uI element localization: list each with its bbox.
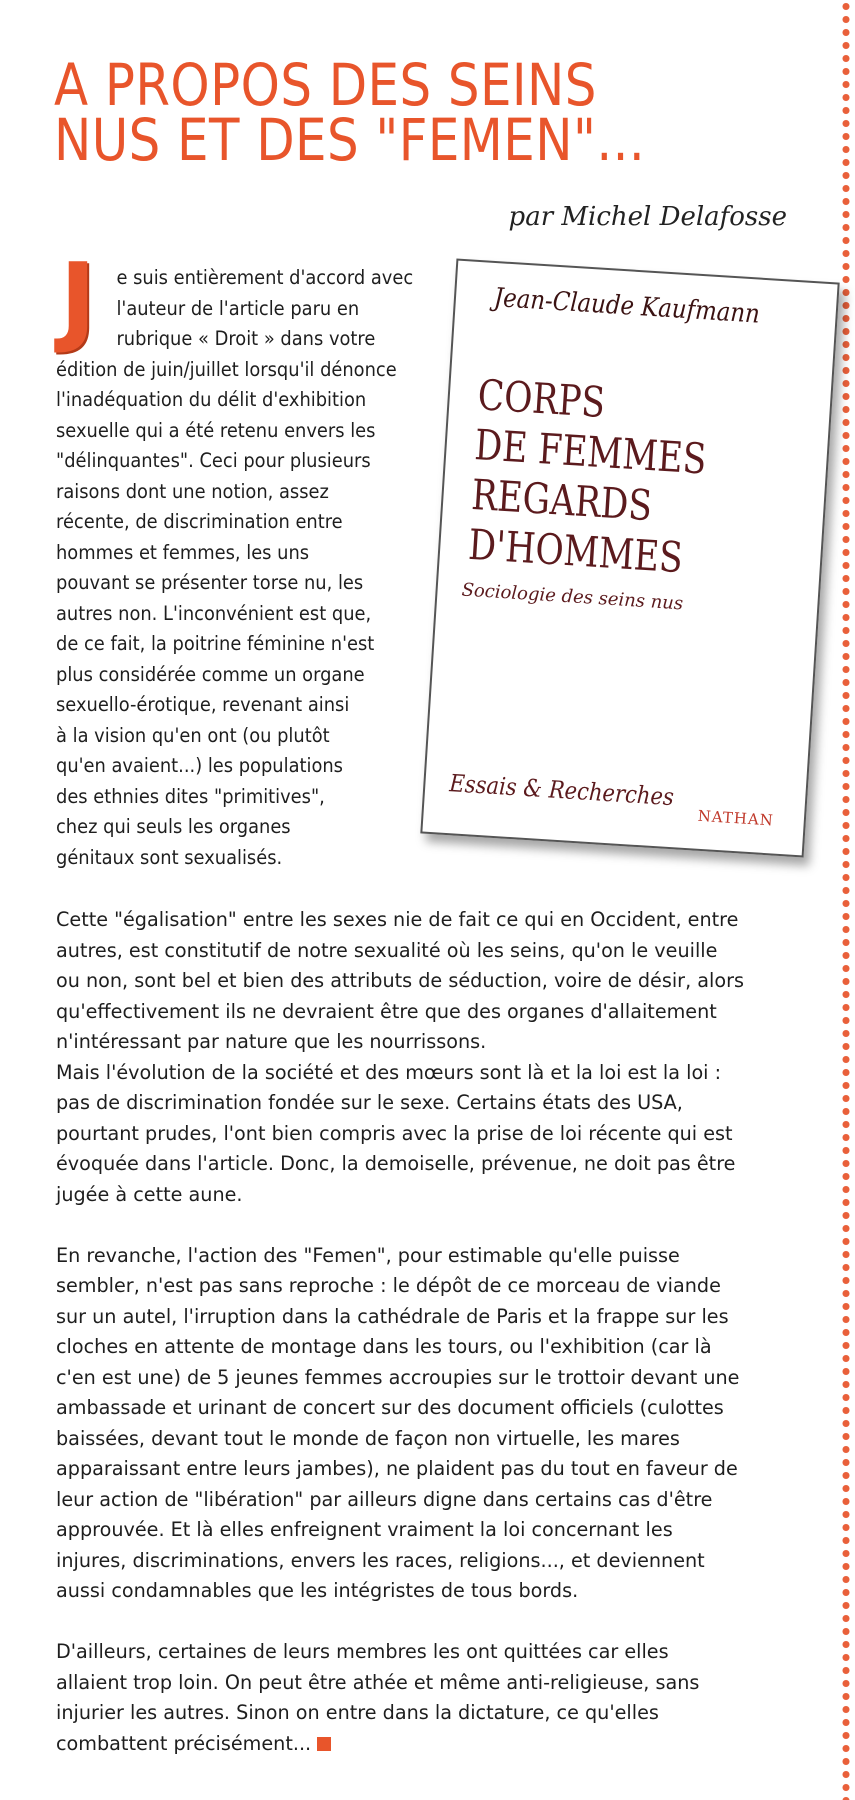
text-line: chez qui seuls les organes xyxy=(56,815,291,838)
text-line: récente, de discrimination entre xyxy=(56,510,343,533)
text-line: allaient trop loin. On peut être athée et même anti-religieuse, sans xyxy=(56,1670,700,1694)
paragraph xyxy=(56,905,816,1210)
text-line xyxy=(56,1729,816,1760)
text-line: pas de discrimination fondée sur le sexe. Certains états des USA, xyxy=(56,1091,683,1114)
text-line: rubrique « Droit » dans votre xyxy=(116,327,376,350)
text-line: aussi condamnables que les intégristes de tous bords. xyxy=(56,1579,579,1602)
text-line: des ethnies dites "primitives", xyxy=(56,784,325,808)
text-line: leur action de "libération" par ailleurs digne dans certains cas d'être xyxy=(56,1487,713,1511)
text-line: autres, est constitutif de notre sexualité où les seins, qu'on le veuille xyxy=(56,938,718,962)
paragraph xyxy=(56,1637,816,1759)
text-line: évoquée dans l'article. Donc, la demoiselle, prévenue, ne doit pas être xyxy=(56,1152,736,1175)
article-body xyxy=(56,905,816,1790)
dotted-border xyxy=(837,0,855,1800)
article-title xyxy=(54,51,690,174)
text-line: autres non. L'inconvénient est que, xyxy=(56,601,372,625)
text-line: de ce fait, la poitrine féminine n'est xyxy=(56,632,375,655)
text-line: sembler, n'est pas sans reproche : le dépôt de ce morceau de viande xyxy=(56,1274,721,1297)
text-line: Cette "égalisation" entre les sexes nie de fait ce qui en Occident, entre xyxy=(56,908,739,931)
book-series: Essais & Recherches xyxy=(448,769,675,812)
text-line: sur un autel, l'irruption dans la cathédrale de Paris et la frappe sur les xyxy=(56,1304,729,1328)
drop-cap: J xyxy=(59,243,97,357)
book-subtitle: Sociologie des seins nus xyxy=(460,579,684,615)
text-line: l'auteur de l'article paru en xyxy=(116,296,360,320)
text-line: raisons dont une notion, assez xyxy=(56,479,329,503)
text-line: pouvant se présenter torse nu, les xyxy=(56,571,364,594)
text-line: cloches en attente de montage dans les tours, ou l'exhibition (car là xyxy=(56,1335,712,1358)
book-publisher: NATHAN xyxy=(697,806,775,830)
closing-text: combattent précisément... xyxy=(56,1731,312,1755)
title-line-2: NUS ET DES "FEMEN"... xyxy=(54,106,646,174)
end-mark-icon xyxy=(317,1737,331,1751)
text-line: à la vision qu'en ont (ou plutôt xyxy=(56,723,330,747)
text-line: apparaissant entre leurs jambes), ne plaident pas du tout en faveur de xyxy=(56,1457,738,1480)
text-line: plus considérée comme un organe xyxy=(56,662,365,686)
text-line: Mais l'évolution de la société et des mœurs sont là et la loi est la loi : xyxy=(56,1060,722,1084)
text-line: D'ailleurs, certaines de leurs membres les ont quittées car elles xyxy=(56,1640,669,1663)
text-line: hommes et femmes, les uns xyxy=(56,540,310,564)
text-line: approuvée. Et là elles enfreignent vraiment la loi concernant les xyxy=(56,1518,673,1541)
text-line: sexuello-érotique, revenant ainsi xyxy=(56,693,350,716)
book-title-line: DE FEMMES xyxy=(473,420,708,484)
text-line: n'intéressant par nature que les nourrissons. xyxy=(56,1030,487,1053)
text-line: e suis entièrement d'accord avec xyxy=(116,266,414,289)
text-line: c'en est une) de 5 jeunes femmes accroupies sur le trottoir devant une xyxy=(56,1365,740,1389)
text-line: injurier les autres. Sinon on entre dans la dictature, ce qu'elles xyxy=(56,1701,659,1724)
text-line: pourtant prudes, l'ont bien compris avec la prise de loi récente qui est xyxy=(56,1121,733,1145)
text-line: injures, discriminations, envers les races, religions..., et deviennent xyxy=(56,1548,705,1572)
book-title-line: REGARDS xyxy=(470,469,654,531)
byline: par Michel Delafosse xyxy=(508,202,787,232)
text-line: l'inadéquation du délit d'exhibition xyxy=(56,388,367,411)
book-author: Jean-Claude Kaufmann xyxy=(493,282,761,330)
text-line: "délinquantes". Ceci pour plusieurs xyxy=(56,449,371,472)
book-title-line: D'HOMMES xyxy=(467,519,685,583)
book-cover xyxy=(420,259,839,858)
paragraph xyxy=(56,1241,816,1607)
text-line: En revanche, l'action des "Femen", pour estimable qu'elle puisse xyxy=(56,1243,680,1267)
title-line-1: A PROPOS DES SEINS xyxy=(54,51,597,119)
text-line: ou non, sont bel et bien des attributs de séduction, voire de désir, alors xyxy=(56,969,744,992)
intro-column xyxy=(56,263,436,873)
book-title xyxy=(467,370,711,584)
text-line: sexuelle qui a été retenu envers les xyxy=(56,418,376,442)
text-line: baissées, devant tout le monde de façon non virtuelle, les mares xyxy=(56,1426,680,1450)
text-line: génitaux sont sexualisés. xyxy=(56,845,283,869)
text-line: jugée à cette aune. xyxy=(56,1182,243,1206)
text-line: qu'effectivement ils ne devraient être que des organes d'allaitement xyxy=(56,999,717,1023)
text-line: qu'en avaient...) les populations xyxy=(56,754,343,777)
text-line: édition de juin/juillet lorsqu'il dénonce xyxy=(56,357,397,381)
text-line: ambassade et urinant de concert sur des document officiels (culottes xyxy=(56,1396,724,1419)
book-title-line: CORPS xyxy=(476,370,607,428)
